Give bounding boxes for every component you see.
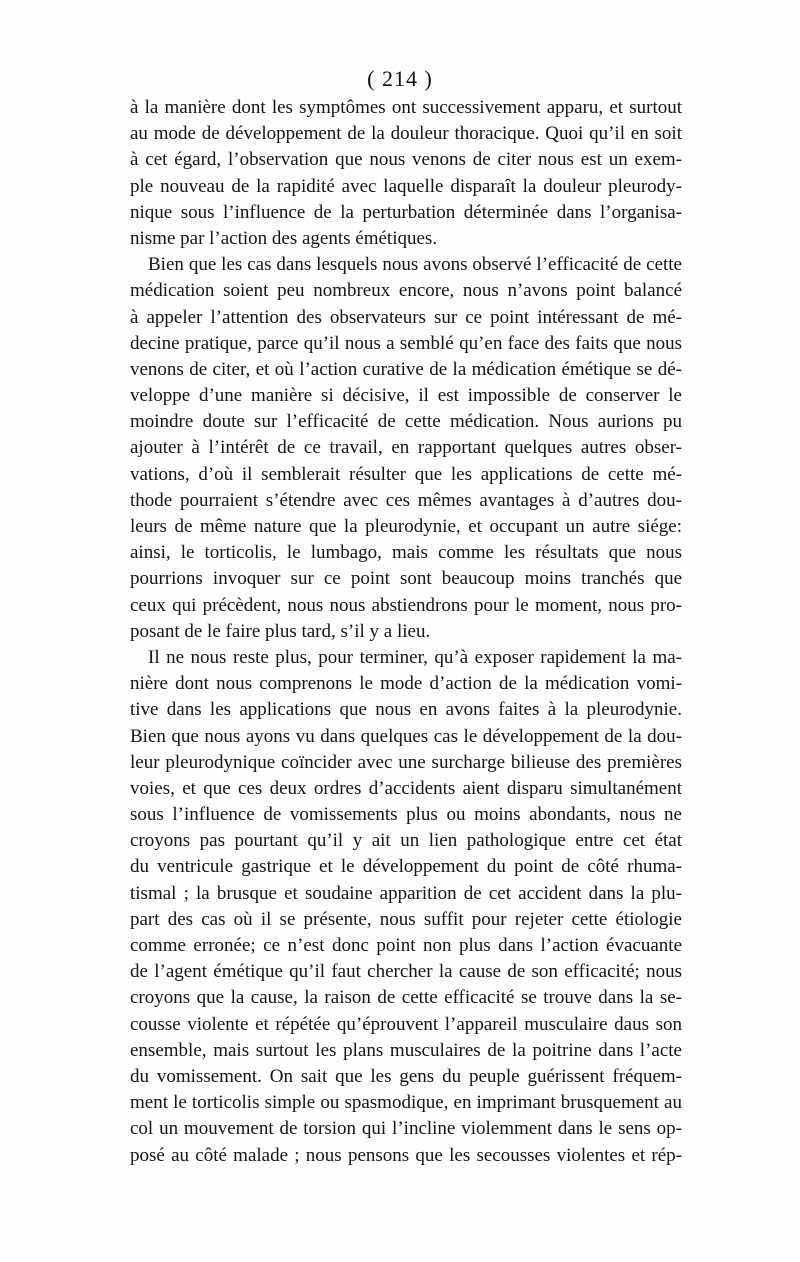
text-line: Il ne nous reste plus, pour terminer, qu’à exposer rapidement la ma- (148, 646, 682, 668)
text-line: cousse violente et répétée qu’éprouvent l’appareil musculaire daus son (130, 1013, 682, 1035)
text-line: ensemble, mais surtout les plans musculaires de la poitrine dans l’acte (130, 1039, 682, 1061)
text-line: ment le torticolis simple ou spasmodique, en imprimant brusquement au (130, 1092, 682, 1114)
text-line: comme erronée; ce n’est donc point non plus dans l’action évacuante (130, 935, 682, 956)
text-line: leurs de même nature que la pleurodynie, et occupant un autre siége: (130, 516, 682, 537)
text-line: ainsi, le torticolis, le lumbago, mais comme les résultats que nous (130, 542, 682, 564)
text-line: posé au côté malade ; nous pensons que les secousses violentes et rép- (130, 1144, 682, 1166)
text-line: ajouter à l’intérêt de ce travail, en rapportant quelques autres obser- (130, 437, 682, 459)
text-line: nisme par l’action des agents émétiques. (130, 227, 438, 249)
text-line: tismal ; la brusque et soudaine apparition de cet accident dans la plu- (130, 882, 682, 904)
text-line: du vomissement. On sait que les gens du peuple guérissent fréquem- (130, 1065, 682, 1087)
text-line: pourrions invoquer sur ce point sont beaucoup moins tranchés que (130, 568, 682, 590)
text-line: nique sous l’influence de la perturbation déterminée dans l’organisa- (130, 201, 682, 223)
text-line: à cet égard, l’observation que nous venons de citer nous est un exem- (130, 149, 682, 171)
text-line: posant de le faire plus tard, s’il y a lieu. (130, 620, 431, 642)
text-line: au mode de développement de la douleur thoracique. Quoi qu’il en soit (130, 123, 682, 145)
text-line: du ventricule gastrique et le développement du point de côté rhuma- (130, 856, 682, 878)
text-line: croyons que la cause, la raison de cette efficacité se trouve dans la se- (130, 987, 682, 1009)
text-line: de l’agent émétique qu’il faut chercher la cause de son efficacité; nous (130, 961, 682, 983)
text-line: ceux qui précèdent, nous nous abstiendrons pour le moment, nous pro- (130, 594, 682, 616)
text-line: thode pourraient s’étendre avec ces mêmes avantages à d’autres dou- (130, 489, 682, 511)
text-line: Bien que les cas dans lesquels nous avons observé l’efficacité de cette (148, 254, 682, 276)
text-line: à la manière dont les symptômes ont successivement apparu, et surtout (130, 97, 682, 118)
text-line: voies, et que ces deux ordres d’accidents aient disparu simultanément (130, 777, 682, 799)
text-line: sous l’influence de vomissements plus ou moins abondants, nous ne (130, 804, 682, 826)
body-text (130, 95, 682, 1169)
text-line: leur pleurodynique coïncider avec une surcharge bilieuse des premières (130, 751, 682, 773)
text-line: vations, d’où il semblerait résulter que les applications de cette mé- (130, 463, 682, 485)
text-line: col un mouvement de torsion qui l’incline violemment dans le sens op- (130, 1118, 682, 1140)
text-line: à appeler l’attention des observateurs sur ce point intéressant de mé- (130, 306, 682, 328)
text-line: part des cas où il se présente, nous suffit pour rejeter cette étiologie (130, 908, 682, 930)
text-line: moindre doute sur l’efficacité de cette médication. Nous aurions pu (130, 411, 682, 433)
text-line: venons de citer, et où l’action curative de la médication émétique se dé- (130, 358, 682, 380)
text-line: tive dans les applications que nous en avons faites à la pleurodynie. (130, 699, 682, 721)
text-line: veloppe d’une manière si décisive, il est impossible de conserver le (130, 385, 682, 407)
text-line: ple nouveau de la rapidité avec laquelle disparaît la douleur pleurody- (130, 175, 682, 197)
text-line: nière dont nous comprenons le mode d’action de la médication vomi- (130, 673, 682, 695)
text-line: Bien que nous ayons vu dans quelques cas le développement de la dou- (130, 725, 682, 747)
text-line: médication soient peu nombreux encore, nous n’avons point balancé (130, 280, 682, 302)
text-line: croyons pas pourtant qu’il y ait un lien pathologique entre cet état (130, 830, 682, 852)
page-number: ( 214 ) (367, 66, 433, 91)
text-line: decine pratique, parce qu’il nous a semblé qu’en face des faits que nous (130, 332, 682, 354)
